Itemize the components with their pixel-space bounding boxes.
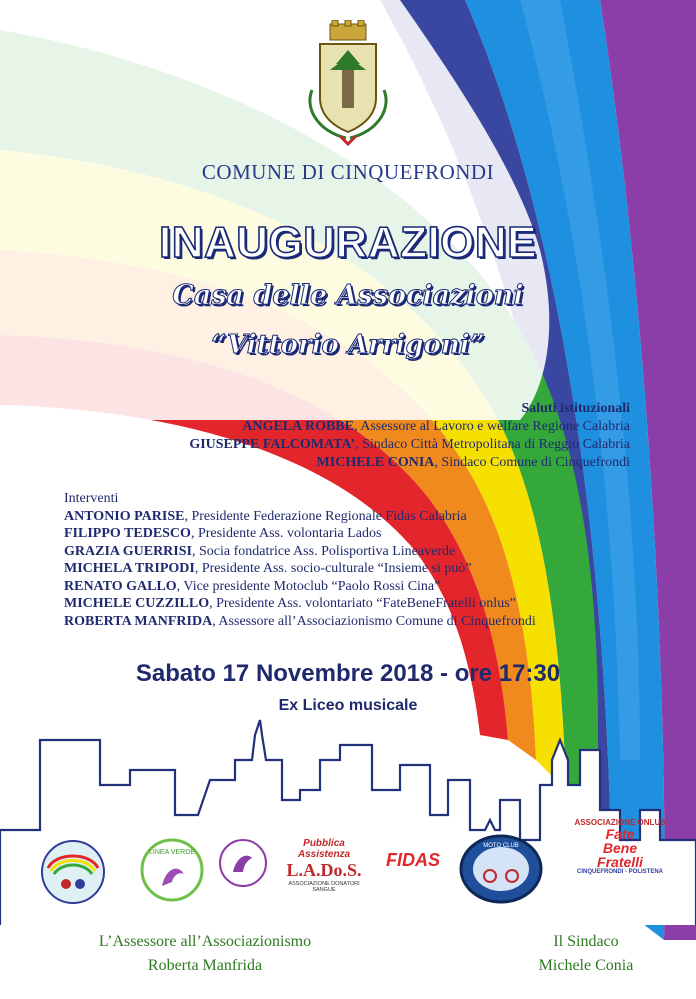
event-title: INAUGURAZIONE [158,218,538,267]
speaker-name: MICHELE CONIA [316,455,435,470]
signature-name: Roberta Manfrida [147,957,263,974]
speaker-role: , Assessore all’Associazionismo Comune di Cinquefrondi [212,613,536,629]
saluti-section [70,400,630,472]
saluti-heading: Saluti istituzionali [521,401,630,416]
insieme-si-puo-logo-icon [218,838,268,888]
saluti-row [70,454,630,472]
speaker-role: , Vice presidente Motoclub “Paolo Rossi Cina” [176,578,441,594]
signature-assessore [40,930,370,978]
interventi-row [64,595,664,613]
interventi-row [64,560,664,578]
saluti-row [70,418,630,436]
sponsor-logos [40,818,670,908]
lados-main-text: L.A.Do.S. [286,860,362,880]
interventi-row [64,578,664,596]
speaker-role: , Presidente Ass. volontaria Lados [190,526,382,541]
fbf-bottom-text: CINQUEFRONDI - POLISTENA [576,869,663,875]
interventi-row [64,613,664,631]
arcobaleno-association-logo-icon [40,838,106,906]
fate-bene-fratelli-logo [570,818,670,875]
speaker-name: ROBERTA MANFRIDA [64,613,213,629]
lados-top-text: Pubblica Assistenza [297,838,351,860]
motoclub-text: MOTO CLUB [483,843,519,849]
comune-heading: COMUNE DI CINQUEFRONDI [201,160,495,184]
fidas-logo: FIDAS [386,850,440,870]
fbf-text-2: Bene [602,840,638,856]
speaker-name: ANGELA ROBBE [242,419,354,434]
event-subtitle-line1: Casa delle Associazioni [172,280,524,311]
interventi-heading: Interventi [64,491,119,506]
signature-name: Michele Conia [538,957,634,974]
speaker-name: ANTONIO PARISE [64,508,185,524]
speaker-role: , Socia fondatrice Ass. Polisportiva Lineaverde [191,543,456,559]
fbf-top-text: ASSOCIAZIONE ONLUS [574,818,666,827]
fbf-text-3: Fratelli [597,854,643,870]
speaker-name: MICHELA TRIPODI [64,561,195,576]
fbf-text-1: Fate [605,826,635,842]
interventi-section [64,490,664,630]
saluti-row [70,436,630,454]
signature-title: Il Sindaco [553,933,619,950]
lados-logo [276,838,372,893]
speaker-name: RENATO GALLO [64,578,177,594]
speaker-role: , Presidente Ass. volontariato “FateBeneFratelli onlus” [209,596,516,611]
event-subtitle-line2: “Vittorio Arrigoni” [211,330,485,360]
speaker-name: GRAZIA GUERRISI [64,543,192,559]
speaker-role: , Sindaco Città Metropolitana di Reggio Calabria [355,437,630,452]
signature-title: L’Assessore all’Associazionismo [98,933,312,950]
cinquefrondi-coat-of-arms-icon [298,20,398,150]
interventi-row [64,525,664,543]
speaker-role: , Presidente Federazione Regionale Fidas Calabria [184,508,467,524]
event-venue: Ex Liceo musicale [278,697,418,714]
speaker-role: , Assessore al Lavoro e welfare Regione Calabria [353,419,630,434]
lados-bottom-text: ASSOCIAZIONE DONATORI SANGUE [288,881,360,893]
speaker-role: , Sindaco Comune di Cinquefrondi [434,455,630,470]
linea-verde-logo-icon [140,838,204,902]
lineaverde-text: LINEA VERDE [149,849,195,856]
event-date-time: Sabato 17 Novembre 2018 - ore 17:30 [135,660,561,687]
speaker-name: GIUSEPPE FALCOMATA’ [189,437,356,452]
interventi-row [64,543,664,561]
interventi-row [64,508,664,526]
speaker-role: , Presidente Ass. socio-culturale “Insieme si può” [194,561,472,576]
signature-sindaco [486,930,686,978]
speaker-name: FILIPPO TEDESCO [64,526,191,541]
motoclub-logo-icon [458,832,544,906]
speaker-name: MICHELE CUZZILLO [64,596,210,611]
